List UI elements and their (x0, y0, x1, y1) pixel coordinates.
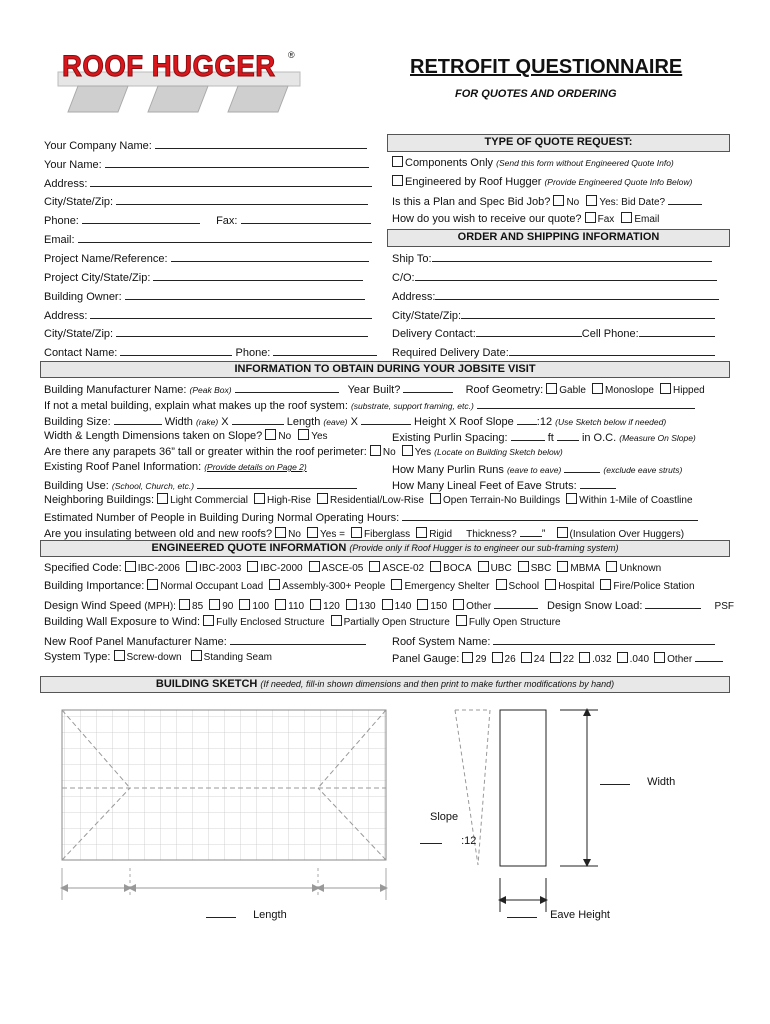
parapets-yes-checkbox[interactable] (402, 445, 413, 456)
fax-label: Fax: (216, 215, 238, 227)
gauge-26-checkbox[interactable] (492, 652, 503, 663)
building-owner-label: Building Owner: (44, 291, 122, 303)
new-panel-row: New Roof Panel Manufacturer Name: (44, 633, 366, 648)
width-input[interactable] (114, 413, 162, 425)
lineal-feet-row: How Many Lineal Feet of Eave Struts: (392, 477, 616, 492)
gauge-032-checkbox[interactable] (579, 652, 590, 663)
wind-speed-row: Design Wind Speed (MPH): 85 90 100 110 120 130 140 150 Other (44, 597, 538, 612)
sketch-width-input[interactable] (600, 773, 630, 785)
manufacturer-input[interactable] (235, 381, 339, 393)
lineal-feet-input[interactable] (580, 477, 616, 489)
components-only-checkbox[interactable] (392, 156, 403, 167)
building-size-row: Building Size: Width (rake) X Length (eave) X Height X Roof Slope :12 (Use Sketch below if needed) (44, 413, 666, 428)
length-input[interactable] (232, 413, 284, 425)
insulating-row: Are you insulating between old and new roofs? No Yes = Fiberglass Rigid Thickness? ” (Insulation Over Huggers) (44, 525, 684, 540)
year-built-input[interactable] (403, 381, 453, 393)
company-name-label: Your Company Name: (44, 140, 152, 152)
neighbor-residential-checkbox[interactable] (317, 493, 328, 504)
wind-150-checkbox[interactable] (417, 599, 428, 610)
wind-90-checkbox[interactable] (209, 599, 220, 610)
gable-checkbox[interactable] (546, 383, 557, 394)
importance-row: Building Importance: Normal Occupant Load Assembly-300+ People Emergency Shelter School Hospital Fire/Police Station (44, 580, 695, 592)
snow-load-row: Design Snow Load: PSF (547, 597, 734, 612)
neighboring-row: Neighboring Buildings: Light Commercial High-Rise Residential/Low-Rise Open Terrain-No Buildings Within 1-Mile of Coastline (44, 494, 693, 506)
logo (48, 42, 308, 116)
panel-info-row: Existing Roof Panel Information: (Provide details on Page 2) (44, 461, 307, 473)
owner-address-field[interactable] (44, 307, 372, 322)
roof-system-input[interactable] (493, 633, 715, 645)
wind-other-input[interactable] (494, 597, 538, 609)
page-title: RETROFIT QUESTIONNAIRE (410, 56, 683, 78)
your-name-label: Your Name: (44, 159, 102, 171)
delivery-contact-field[interactable]: Delivery Contact: Cell Phone: (392, 325, 715, 340)
snow-load-input[interactable] (645, 597, 701, 609)
wind-140-checkbox[interactable] (382, 599, 393, 610)
wind-120-checkbox[interactable] (310, 599, 321, 610)
purlin-runs-input[interactable] (564, 461, 600, 473)
address-label: Address: (44, 178, 88, 190)
not-metal-input[interactable] (477, 397, 695, 409)
code-sbc-checkbox[interactable] (518, 561, 529, 572)
slope-no-checkbox[interactable] (265, 429, 276, 440)
insulation-over-checkbox[interactable] (557, 527, 568, 538)
importance-hospital-checkbox[interactable] (545, 579, 556, 590)
receive-quote-row: How do you wish to receive our quote? Fax Email (392, 213, 660, 225)
gauge-other-input[interactable] (695, 650, 723, 662)
code-ibc-2006-checkbox[interactable] (125, 561, 136, 572)
receive-email-checkbox[interactable] (621, 212, 632, 223)
wind-100-checkbox[interactable] (239, 599, 250, 610)
phone-label: Phone: (44, 215, 79, 227)
roof-plan (62, 710, 386, 900)
quote-type-heading: TYPE OF QUOTE REQUEST: (387, 134, 730, 152)
slope-label: Slope (430, 811, 459, 823)
eave-height-dimension: Eave Height (507, 906, 610, 921)
components-only-option[interactable]: Components Only (Send this form without Engineered Quote Info) (392, 156, 674, 169)
wind-85-checkbox[interactable] (179, 599, 190, 610)
owner-address-label: Address: (44, 310, 88, 322)
sketch-heading: BUILDING SKETCH (If needed, fill-in shown dimensions and then print to make further modifications by hand) (40, 676, 730, 693)
code-asce-05-checkbox[interactable] (309, 561, 320, 572)
exposure-partial-checkbox[interactable] (331, 615, 342, 626)
panel-gauge-row: Panel Gauge: 29 26 24 22 .032 .040 Other (392, 650, 723, 665)
address-field[interactable] (44, 175, 372, 190)
project-name-label: Project Name/Reference: (44, 253, 168, 265)
rigid-checkbox[interactable] (416, 527, 427, 538)
company-name-field[interactable] (44, 137, 367, 152)
sketch-eave-height-input[interactable] (507, 906, 537, 918)
ship-to-field[interactable]: Ship To: (392, 250, 712, 265)
insulating-no-checkbox[interactable] (275, 527, 286, 538)
contact-phone-label: Phone: (235, 347, 271, 359)
wind-130-checkbox[interactable] (346, 599, 357, 610)
importance-shelter-checkbox[interactable] (391, 579, 402, 590)
neighbor-open-terrain-checkbox[interactable] (430, 493, 441, 504)
shipping-heading: ORDER AND SHIPPING INFORMATION (387, 229, 730, 247)
code-asce-02-checkbox[interactable] (369, 561, 380, 572)
your-name-field[interactable] (44, 156, 369, 171)
people-row: Estimated Number of People in Building During Normal Operating Hours: (44, 509, 698, 524)
sketch-slope-input[interactable] (420, 832, 442, 844)
engineered-checkbox[interactable] (392, 175, 403, 186)
engineered-option[interactable]: Engineered by Roof Hugger (Provide Engineered Quote Info Below) (392, 175, 692, 188)
contact-name-label: Contact Name: (44, 347, 118, 359)
neighbor-high-rise-checkbox[interactable] (254, 493, 265, 504)
height-input[interactable] (361, 413, 411, 425)
owner-city-label: City/State/Zip: (44, 328, 114, 340)
neighbor-coastline-checkbox[interactable] (566, 493, 577, 504)
building-use-row: Building Use: (School, Church, etc.) (44, 477, 357, 492)
gauge-24-checkbox[interactable] (521, 652, 532, 663)
not-metal-row: If not a metal building, explain what makes up the roof system: (substrate, support framing, etc.) (44, 397, 695, 412)
building-owner-field[interactable] (44, 288, 365, 303)
parapets-row: Are there any parapets 36” tall or greater within the roof perimeter: No Yes (Locate on Building Sketch below) (44, 446, 563, 458)
gauge-29-checkbox[interactable] (462, 652, 473, 663)
email-label: Email: (44, 234, 75, 246)
roof-system-row: Roof System Name: (392, 633, 715, 648)
width-dimension: Width (600, 773, 675, 788)
city-state-zip-field[interactable] (44, 193, 368, 208)
purlin-spacing-row: Existing Purlin Spacing: ft in O.C. (Measure On Slope) (392, 429, 696, 444)
purlin-ft-input[interactable] (511, 429, 545, 441)
code-ibc-2003-checkbox[interactable] (186, 561, 197, 572)
exposure-open-checkbox[interactable] (456, 615, 467, 626)
co-field[interactable]: C/O: (392, 269, 717, 284)
gauge-040-checkbox[interactable] (617, 652, 628, 663)
importance-normal-checkbox[interactable] (147, 579, 158, 590)
gauge-22-checkbox[interactable] (550, 652, 561, 663)
code-ubc-checkbox[interactable] (478, 561, 489, 572)
monoslope-checkbox[interactable] (592, 383, 603, 394)
logo-text: ROOF HUGGER (62, 50, 276, 83)
wind-other-checkbox[interactable] (453, 599, 464, 610)
plan-spec-yes-checkbox[interactable] (586, 195, 597, 206)
email-field[interactable] (44, 231, 372, 246)
code-ibc-2000-checkbox[interactable] (247, 561, 258, 572)
people-input[interactable] (402, 509, 698, 521)
system-type-row: System Type: Screw-down Standing Seam (44, 651, 272, 663)
plan-spec-row: Is this a Plan and Spec Bid Job? No Yes: Bid Date? (392, 193, 702, 208)
owner-city-field[interactable] (44, 325, 368, 340)
exposure-enclosed-checkbox[interactable] (203, 615, 214, 626)
importance-school-checkbox[interactable] (496, 579, 507, 590)
project-city-label: Project City/State/Zip: (44, 272, 151, 284)
jobsite-heading: INFORMATION TO OBTAIN DURING YOUR JOBSITE VISIT (40, 361, 730, 378)
roof-elevation (455, 710, 598, 912)
receive-fax-checkbox[interactable] (585, 212, 596, 223)
standing-seam-checkbox[interactable] (191, 650, 202, 661)
purlin-in-input[interactable] (557, 429, 579, 441)
registered-mark: ® (288, 50, 295, 60)
gauge-other-checkbox[interactable] (654, 652, 665, 663)
importance-assembly-checkbox[interactable] (269, 579, 280, 590)
neighbor-light-commercial-checkbox[interactable] (157, 493, 168, 504)
thickness-input[interactable] (520, 525, 542, 537)
phone-field[interactable] (44, 212, 371, 227)
page-subtitle: FOR QUOTES AND ORDERING (455, 88, 617, 100)
plan-spec-no-checkbox[interactable] (553, 195, 564, 206)
contact-name-field[interactable] (44, 344, 377, 359)
code-boca-checkbox[interactable] (430, 561, 441, 572)
hipped-checkbox[interactable] (660, 383, 671, 394)
purlin-runs-row: How Many Purlin Runs (eave to eave) (exclude eave struts) (392, 461, 682, 476)
sketch-length-input[interactable] (206, 906, 236, 918)
exposure-row: Building Wall Exposure to Wind: Fully Enclosed Structure Partially Open Structure Fully Open Structure (44, 616, 561, 628)
slope-dimension: :12 (420, 832, 476, 847)
length-dimension: Length (206, 906, 287, 921)
importance-fire-police-checkbox[interactable] (600, 579, 611, 590)
manufacturer-row: Building Manufacturer Name: (Peak Box) Year Built? Roof Geometry: Gable Monoslope Hipped (44, 381, 705, 396)
specified-code-row: Specified Code: IBC-2006 IBC-2003 IBC-2000 ASCE-05 ASCE-02 BOCA UBC SBC MBMA Unknown (44, 562, 662, 574)
required-date-field[interactable]: Required Delivery Date: (392, 344, 715, 359)
building-use-input[interactable] (197, 477, 357, 489)
ship-address-field[interactable]: Address: (392, 288, 719, 303)
parapets-no-checkbox[interactable] (370, 445, 381, 456)
slope-dimensions-row: Width & Length Dimensions taken on Slope? No Yes (44, 430, 328, 442)
building-sketch (0, 700, 770, 940)
screw-down-checkbox[interactable] (114, 650, 125, 661)
engineered-heading: ENGINEERED QUOTE INFORMATION (Provide only if Roof Hugger is to engineer our sub-framing system) (40, 540, 730, 557)
code-mbma-checkbox[interactable] (557, 561, 568, 572)
roof-slope-input[interactable] (517, 413, 537, 425)
project-city-field[interactable] (44, 269, 363, 284)
city-state-zip-label: City/State/Zip: (44, 196, 114, 208)
ship-city-field[interactable]: City/State/Zip: (392, 307, 715, 322)
project-name-field[interactable] (44, 250, 369, 265)
fiberglass-checkbox[interactable] (351, 527, 362, 538)
new-panel-input[interactable] (230, 633, 366, 645)
wind-110-checkbox[interactable] (275, 599, 286, 610)
insulating-yes-checkbox[interactable] (307, 527, 318, 538)
code-unknown-checkbox[interactable] (606, 561, 617, 572)
slope-yes-checkbox[interactable] (298, 429, 309, 440)
